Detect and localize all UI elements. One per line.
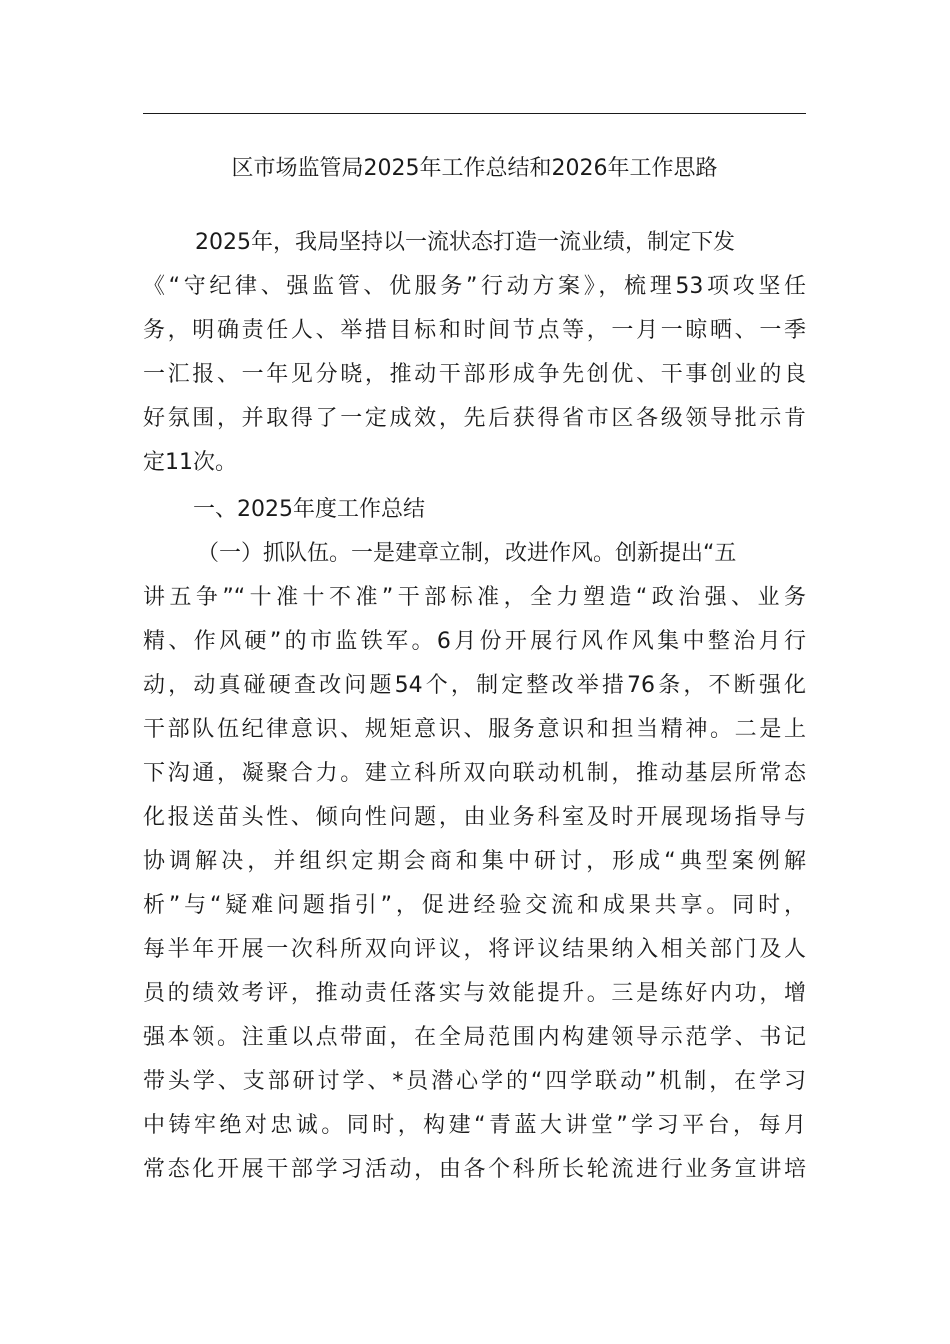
document-title: 区市场监管局2025年工作总结和2026年工作思路 [231,156,718,181]
text-line: 《“守纪律、强监管、优服务”行动方案》，梳理53项攻坚任 [143,274,806,299]
text-line: 一汇报、一年见分晓，推动干部形成争先创优、干事创业的良 [143,362,806,387]
text-line: 下沟通，凝聚合力。建立科所双向联动机制，推动基层所常态 [143,761,806,786]
text-line: 务，明确责任人、举措目标和时间节点等，一月一晾晒、一季 [143,318,806,343]
text-line: 好氛围，并取得了一定成效，先后获得省市区各级领导批示肯 [143,406,806,431]
text-line: 2025年，我局坚持以一流状态打造一流业绩，制定下发 [195,230,735,255]
text-line: 员的绩效考评，推动责任落实与效能提升。三是练好内功，增 [143,981,806,1006]
text-line: 定11次。 [143,450,237,475]
text-line: 常态化开展干部学习活动，由各个科所长轮流进行业务宣讲培 [143,1157,806,1182]
section-heading: 一、2025年度工作总结 [193,497,425,522]
text-line: （一）抓队伍。一是建章立制，改进作风。创新提出“五 [197,541,737,566]
text-line: 干部队伍纪律意识、规矩意识、服务意识和担当精神。二是上 [143,717,806,742]
text-line: 强本领。注重以点带面，在全局范围内构建领导示范学、书记 [143,1025,806,1050]
text-line: 动，动真碰硬查改问题54个，制定整改举措76条，不断强化 [143,673,806,698]
text-line: 析”与“疑难问题指引”，促进经验交流和成果共享。同时， [143,893,806,918]
text-line: 协调解决，并组织定期会商和集中研讨，形成“典型案例解 [143,849,806,874]
text-line: 化报送苗头性、倾向性问题，由业务科室及时开展现场指导与 [143,805,806,830]
text-line: 每半年开展一次科所双向评议，将评议结果纳入相关部门及人 [143,937,806,962]
header-rule [143,113,806,114]
text-line: 中铸牢绝对忠诚。同时，构建“青蓝大讲堂”学习平台，每月 [143,1113,806,1138]
text-line: 带头学、支部研讨学、*员潜心学的“四学联动”机制，在学习 [143,1069,806,1094]
text-line: 讲五争”“十准十不准”干部标准，全力塑造“政治强、业务 [143,585,806,610]
text-line: 精、作风硬”的市监铁军。6月份开展行风作风集中整治月行 [143,629,806,654]
